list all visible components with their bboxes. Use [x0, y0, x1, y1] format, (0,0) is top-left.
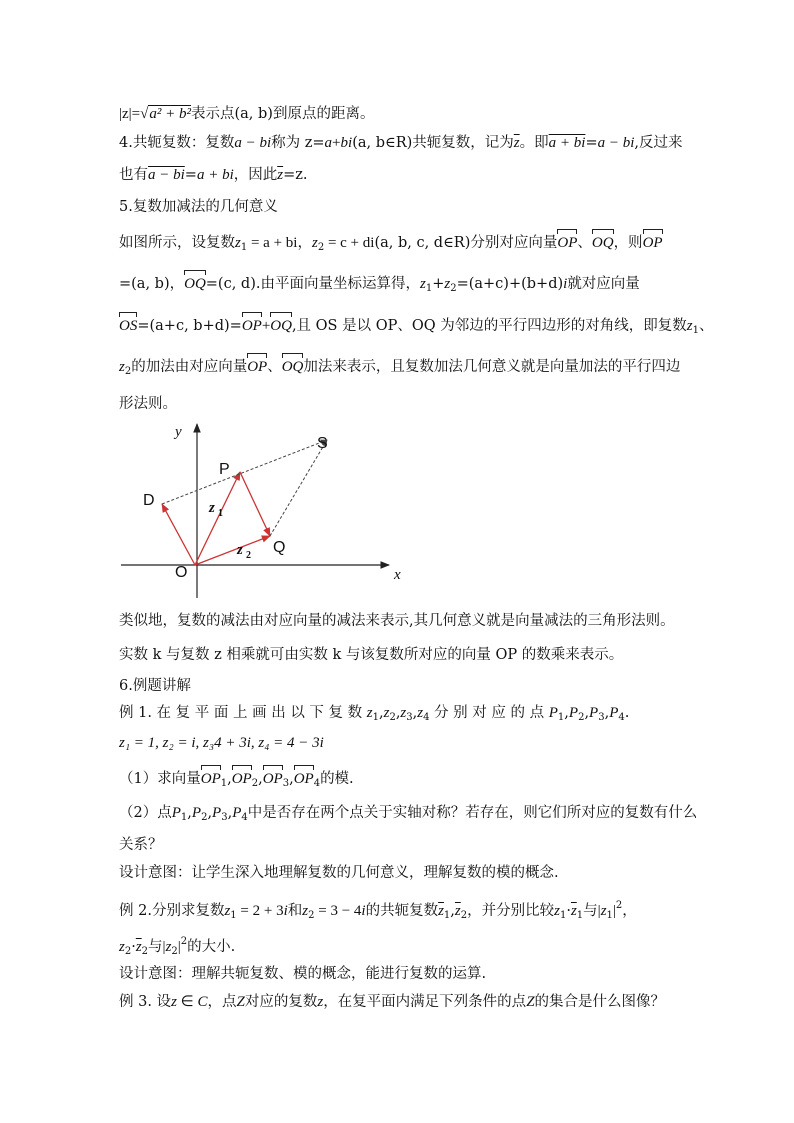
example1-q2-cont: 关系？: [119, 837, 163, 853]
point-Q-label: Q: [273, 539, 286, 556]
vector-addition-diagram: [117, 420, 417, 600]
vector-OS: OS: [119, 318, 138, 334]
y-axis-label: y: [175, 424, 182, 440]
section5-para-line5: 形法则。: [119, 396, 177, 412]
design-intent-2: 设计意图：理解共轭复数、模的概念，能进行复数的运算.: [119, 966, 487, 982]
z2-label: z: [237, 542, 243, 558]
section5-para-line1: 如图所示，设复数$z_1 = a$ + bi，$z_2 = c + di(a$, b, c, d∈R)分别对应向量OP、OQ，则OP: [119, 235, 663, 253]
section5-para-line2: =(a, b)，OQ=(c, d).由平面向量坐标运算得，$z_1+z_2=(a+c)+(b+d)i$就对应向量: [119, 276, 640, 294]
section5-title: 5.复数加减法的几何意义: [119, 199, 278, 215]
example2-line1: 例 2.分别求复数$z_1 = 2 + 3i$和$z_2 = 3 - 4i$的共轭复数$\overline{z}_1,\overline{z}_2$，并分别比较$z_1\cdot\overline{z}_1$与$|z_1|^2$，: [119, 900, 637, 921]
example3-line1: 例 3. 设z ∈ C，点Z对应的复数z，在复平面内满足下列条件的点Z的集合是什么图像？: [119, 994, 666, 1010]
x-axis-label: x: [394, 567, 401, 583]
point-S-label: S: [317, 435, 328, 452]
vector-OD: [162, 504, 195, 565]
segment-DS: [162, 440, 327, 504]
z1-label: z: [209, 500, 215, 516]
z1-subscript: 1: [218, 508, 223, 519]
vector-OQ: OQ: [184, 276, 206, 292]
vector-OQ: OQ: [281, 359, 304, 375]
design-intent-1: 设计意图：让学生深入地理解复数的几何意义，理解复数的模的概念.: [119, 865, 559, 881]
section6-title: 6.例题讲解: [119, 678, 191, 694]
modulus-line: |z|=√a² + b²表示点(a, b)到原点的距离。: [119, 106, 375, 122]
vector-PQ: [240, 472, 270, 536]
example2-line2: $z_2\cdot\overline{z}_2$与$|z_2|^2$的大小.: [119, 936, 236, 957]
segment-QS: [270, 440, 327, 536]
subtraction-paragraph: 类似地，复数的减法由对应向量的减法来表示,其几何意义就是向量减法的三角形法则。: [119, 613, 675, 629]
point-P-label: P: [219, 461, 230, 478]
vector-OP: OP: [642, 235, 663, 251]
vector-OP: OP: [247, 359, 268, 375]
vector-OQ: OQ: [591, 235, 614, 251]
section5-para-line3: OS=(a+c, b+d)=OP+OQ,且 OS 是以 OP、OQ 为邻边的平行四边形的对角线，即复数$z_1$、: [119, 318, 714, 336]
section5-para-line4: $z_2$的加法由对应向量OP、OQ加法来表示，且复数加法几何意义就是向量加法的平行四边: [119, 359, 681, 377]
conjugate-reverse: 也有a − bi=a + bi，因此$\overline{z}=z$.: [119, 167, 308, 183]
vector-OP: OP: [557, 235, 578, 251]
vector-OQ: OQ: [270, 318, 292, 334]
point-D-label: D: [143, 492, 155, 509]
conjugate-definition: 4.共轭复数：复数a − bi称为 z=a+bi(a, b∈R)共轭复数，记为$\overline{z}$。即a + bi=a − bi,反过来: [119, 135, 683, 151]
scalar-paragraph: 实数 k 与复数 z 相乘就可由实数 k 与该复数所对应的向量 OP 的数乘来表示。: [119, 647, 624, 663]
example1-line1: 例 1. 在 复 平 面 上 画 出 以 下 复 数 $z_1,z_2,z_3,z_4$ 分 别 对 应 的 点 $P_1,P_2,P_3,P_4$.: [119, 705, 630, 723]
example1-q2: （2）点$P_1,P_2,P_3,P_4$中是否存在两个点关于实轴对称？若存在，则它们所对应的复数有什么: [119, 805, 698, 823]
z2-subscript: 2: [246, 550, 251, 561]
example1-q1: （1）求向量$OP_1,OP_2,OP_3,OP_4$的模.: [119, 771, 354, 789]
point-O-label: O: [175, 564, 188, 581]
example1-values: z₁ = 1, z₂ = i, z₃4 + 3i, z₄ = 4 − 3i: [119, 735, 324, 751]
vector-OP: OP: [241, 318, 262, 334]
